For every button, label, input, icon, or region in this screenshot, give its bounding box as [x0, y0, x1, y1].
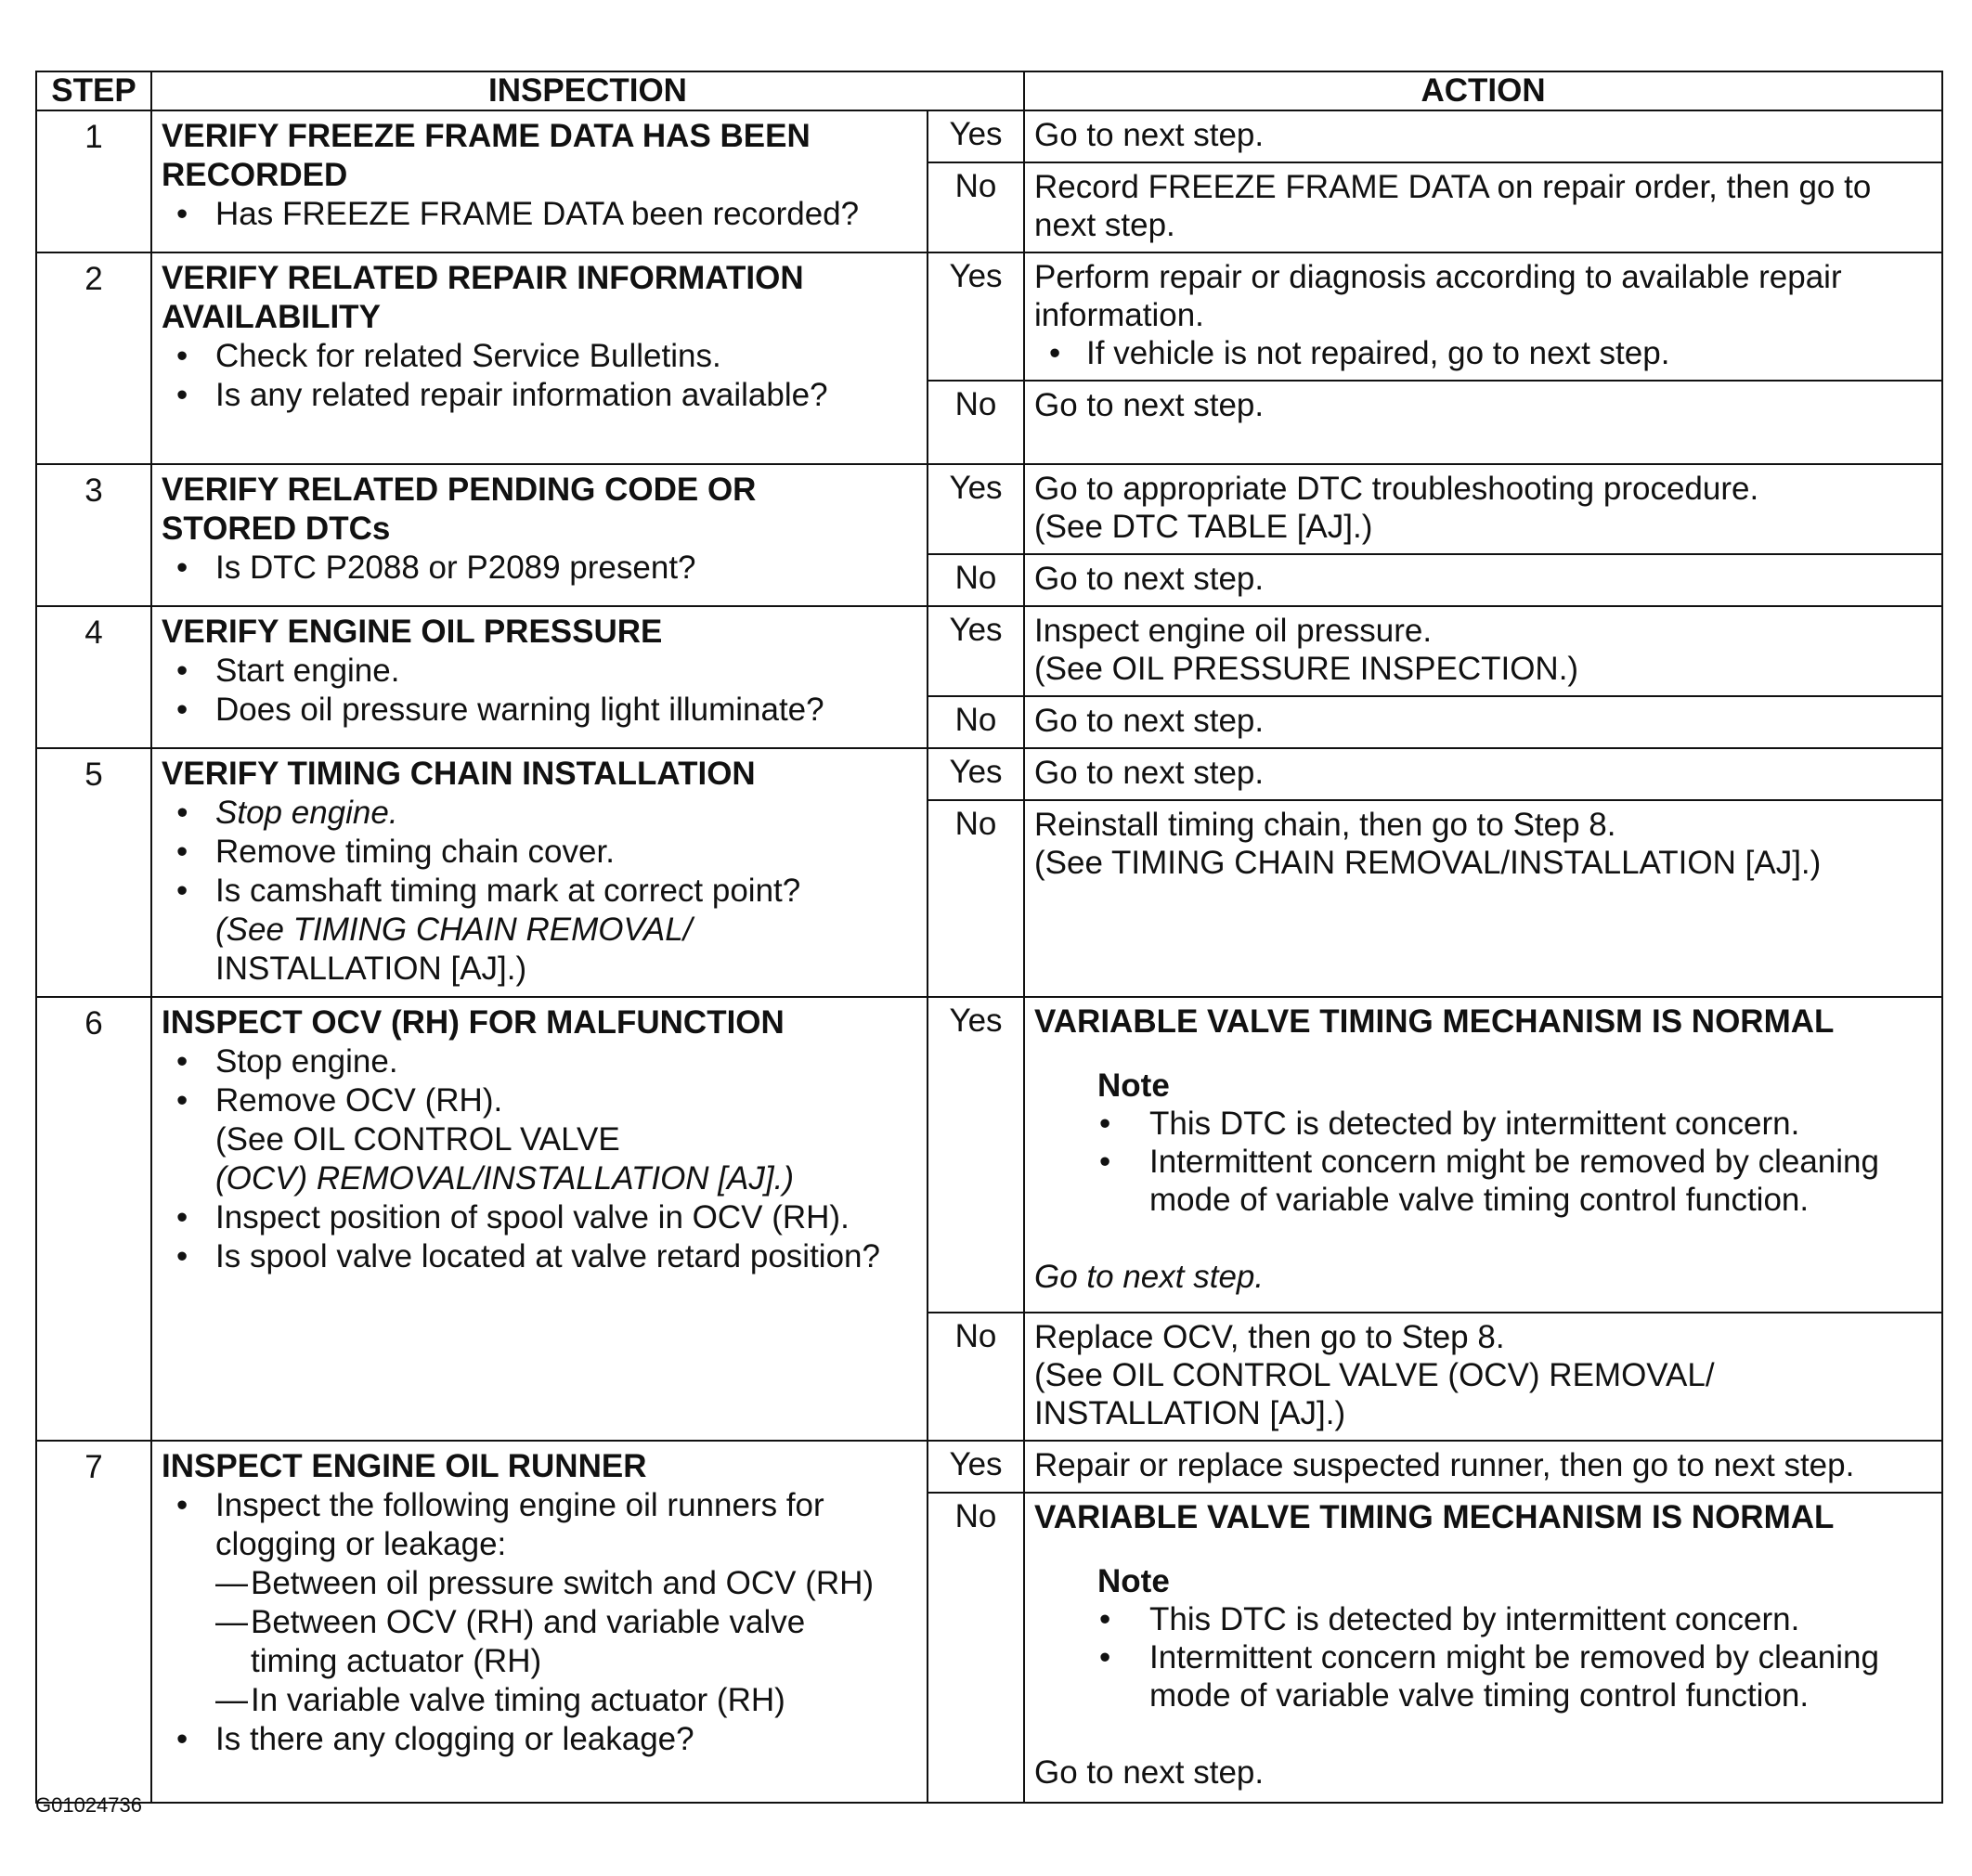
inspection-title: VERIFY ENGINE OIL PRESSURE [162, 614, 663, 650]
no-label: No [928, 800, 1024, 997]
inspection-bullet: • Is spool valve located at valve retard position? [162, 1237, 919, 1276]
action-yes: Go to next step. [1024, 110, 1942, 162]
final-instruction: Go to next step. [1034, 1754, 1265, 1791]
inspection-bullet: • Inspect the following engine oil runners for clogging or leakage: — Between oil pressure switch and OCV (RH) — Between OCV (RH) and variable valve timing actuator (RH) — In variable valve timing actuator (RH) [162, 1486, 919, 1720]
inspection-bullet: • Is DTC P2088 or P2089 present? [162, 549, 919, 588]
inspection-bullet: • Start engine. [162, 652, 919, 691]
note-title: Note [1097, 1067, 1170, 1104]
inspection-title: INSPECT OCV (RH) FOR MALFUNCTION [162, 1004, 785, 1041]
figure-id: G01024736 [35, 1793, 142, 1817]
action-no: Replace OCV, then go to Step 8. (See OIL CONTROL VALVE (OCV) REMOVAL/ INSTALLATION [AJ].) [1024, 1313, 1942, 1441]
inspection-bullet: • Is camshaft timing mark at correct point? (See TIMING CHAIN REMOVAL/ INSTALLATION [AJ].) [162, 872, 919, 989]
no-label: No [928, 162, 1024, 252]
header-action: ACTION [1024, 71, 1942, 110]
inspection-bullet: • Does oil pressure warning light illuminate? [162, 691, 919, 730]
no-label: No [928, 1313, 1024, 1441]
inspection-bullet: • Check for related Service Bulletins. [162, 337, 919, 376]
action-no: Record FREEZE FRAME DATA on repair order, then go to next step. [1024, 162, 1942, 252]
inspection-bullet: • Inspect position of spool valve in OCV (RH). [162, 1198, 919, 1237]
note-block [1097, 1562, 1934, 1714]
table-row [36, 252, 1942, 381]
step-number: 7 [36, 1441, 151, 1803]
step-number: 6 [36, 997, 151, 1441]
yes-label: Yes [928, 252, 1024, 381]
yes-label: Yes [928, 997, 1024, 1313]
inspection-title: VERIFY RELATED REPAIR INFORMATION AVAILABILITY [162, 260, 804, 335]
inspection-cell [151, 252, 928, 464]
action-no: Go to next step. [1024, 381, 1942, 464]
inspection-cell [151, 606, 928, 748]
action-no: Go to next step. [1024, 696, 1942, 748]
inspection-title: INSPECT ENGINE OIL RUNNER [162, 1448, 647, 1484]
runner-item: — Between OCV (RH) and variable valve timing actuator (RH) [215, 1603, 919, 1681]
table-row [36, 1441, 1942, 1493]
inspection-title: VERIFY RELATED PENDING CODE OR STORED DTCs [162, 472, 757, 547]
header-step: STEP [36, 71, 151, 110]
inspection-bullet: • Stop engine. [162, 1042, 919, 1081]
inspection-title: VERIFY TIMING CHAIN INSTALLATION [162, 756, 756, 792]
table-header-row [36, 71, 1942, 110]
note-bullet: • This DTC is detected by intermittent concern. [1097, 1600, 1934, 1638]
table-row [36, 110, 1942, 162]
yes-label: Yes [928, 606, 1024, 696]
normal-heading: VARIABLE VALVE TIMING MECHANISM IS NORMAL [1034, 1003, 1835, 1040]
action-no: Go to next step. [1024, 554, 1942, 606]
inspection-bullet: • Has FREEZE FRAME DATA been recorded? [162, 195, 919, 234]
inspection-bullet: • Remove timing chain cover. [162, 833, 919, 872]
note-bullet: • Intermittent concern might be removed by cleaning mode of variable valve timing control function. [1097, 1143, 1934, 1219]
inspection-bullet: • Is any related repair information available? [162, 376, 919, 415]
no-label: No [928, 696, 1024, 748]
note-bullet: • Intermittent concern might be removed by cleaning mode of variable valve timing control function. [1097, 1638, 1934, 1714]
inspection-bullet: • Stop engine. [162, 794, 919, 833]
inspection-cell [151, 110, 928, 252]
yes-label: Yes [928, 748, 1024, 800]
table-row [36, 464, 1942, 554]
runner-item: — Between oil pressure switch and OCV (RH) [215, 1564, 919, 1603]
note-bullet: • This DTC is detected by intermittent concern. [1097, 1105, 1934, 1143]
step-number: 4 [36, 606, 151, 748]
action-no: Reinstall timing chain, then go to Step 8. (See TIMING CHAIN REMOVAL/INSTALLATION [AJ].) [1024, 800, 1942, 997]
table-row [36, 997, 1942, 1313]
action-bullet: • If vehicle is not repaired, go to next step. [1034, 334, 1934, 372]
action-yes [1024, 997, 1942, 1313]
action-yes: Inspect engine oil pressure. (See OIL PRESSURE INSPECTION.) [1024, 606, 1942, 696]
step-number: 2 [36, 252, 151, 464]
inspection-title: VERIFY FREEZE FRAME DATA HAS BEEN RECORDED [162, 118, 811, 193]
runner-item: — In variable valve timing actuator (RH) [215, 1681, 919, 1720]
final-instruction: Go to next step. [1034, 1259, 1265, 1295]
inspection-bullet: • Remove OCV (RH). (See OIL CONTROL VALVE (OCV) REMOVAL/INSTALLATION [AJ].) [162, 1081, 919, 1198]
action-no [1024, 1493, 1942, 1803]
inspection-bullet: • Is there any clogging or leakage? [162, 1720, 919, 1759]
normal-heading: VARIABLE VALVE TIMING MECHANISM IS NORMAL [1034, 1499, 1835, 1535]
action-yes: Perform repair or diagnosis according to available repair information. • If vehicle is not repaired, go to next step. [1024, 252, 1942, 381]
yes-label: Yes [928, 1441, 1024, 1493]
yes-label: Yes [928, 464, 1024, 554]
action-yes: Go to appropriate DTC troubleshooting procedure. (See DTC TABLE [AJ].) [1024, 464, 1942, 554]
table-row [36, 606, 1942, 696]
step-number: 5 [36, 748, 151, 997]
yes-label: Yes [928, 110, 1024, 162]
note-title: Note [1097, 1563, 1170, 1599]
table-row [36, 748, 1942, 800]
inspection-cell [151, 748, 928, 997]
action-yes: Repair or replace suspected runner, then go to next step. [1024, 1441, 1942, 1493]
no-label: No [928, 1493, 1024, 1803]
step-number: 1 [36, 110, 151, 252]
inspection-cell [151, 464, 928, 606]
inspection-cell [151, 997, 928, 1441]
inspection-cell [151, 1441, 928, 1803]
no-label: No [928, 554, 1024, 606]
diagnostic-procedure-table [35, 71, 1943, 1804]
no-label: No [928, 381, 1024, 464]
header-inspection: INSPECTION [151, 71, 1024, 110]
step-number: 3 [36, 464, 151, 606]
note-block [1097, 1067, 1934, 1219]
action-yes: Go to next step. [1024, 748, 1942, 800]
